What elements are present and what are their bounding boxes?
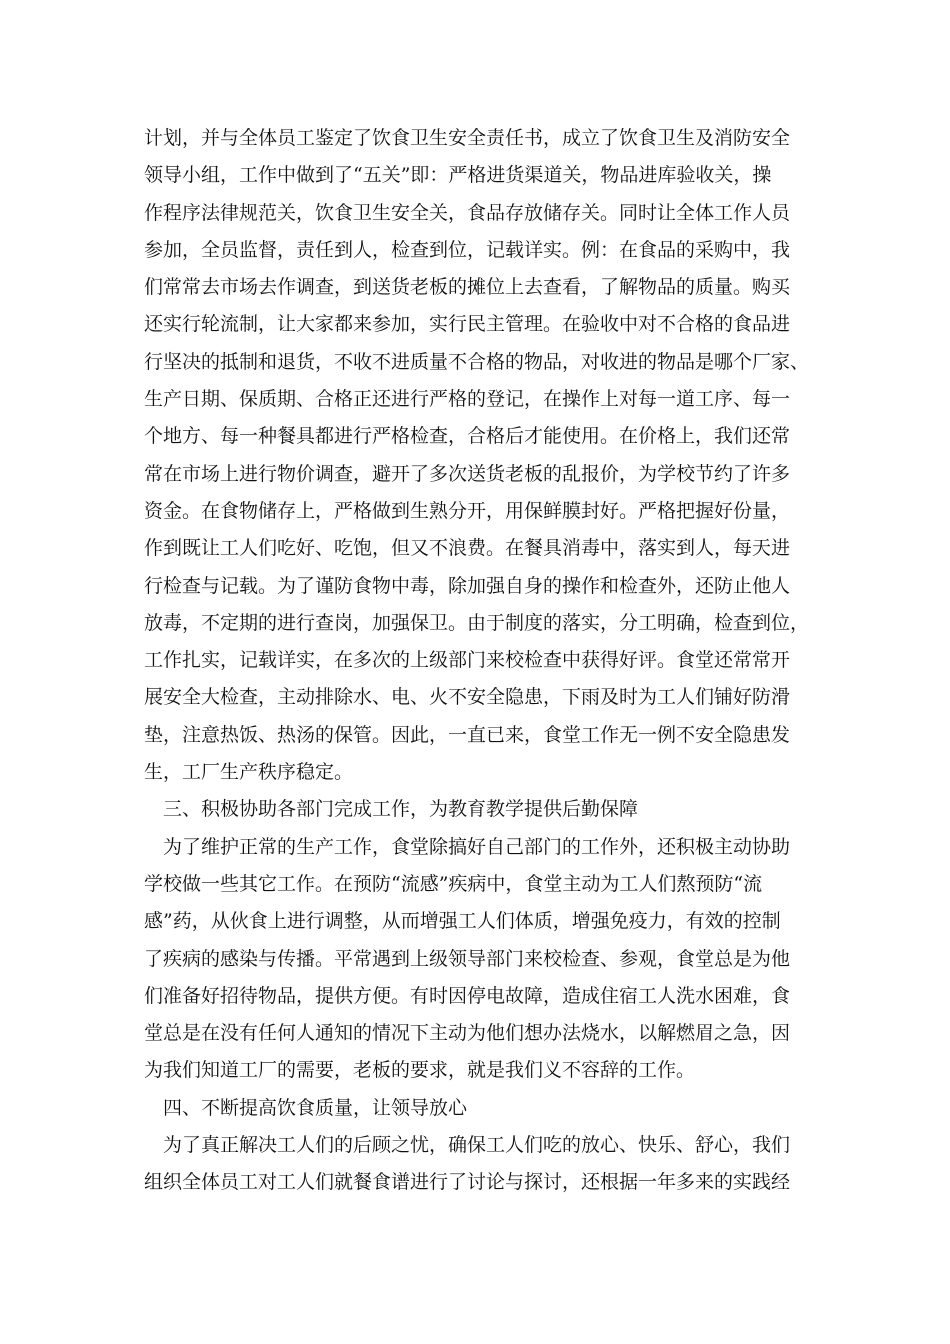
text-line: 行坚决的抵制和退货，不收不进质量不合格的物品，对收进的物品是哪个厂家、 (144, 350, 810, 373)
text-line: 生，工厂生产秩序稳定。 (144, 761, 354, 784)
document-body (144, 120, 816, 1202)
text-line: 组织全体员工对工人们就餐食谱进行了讨论与探讨，还根据一年多来的实践经 (144, 1171, 791, 1194)
text-line: 作到既让工人们吃好、吃饱，但又不浪费。在餐具消毒中，落实到人，每天进 (144, 537, 791, 560)
section-heading: 四、不断提高饮食质量，让领导放心 (163, 1096, 468, 1119)
text-line: 计划，并与全体员工鉴定了饮食卫生安全责任书，成立了饮食卫生及消防安全 (144, 127, 791, 149)
text-line: 们准备好招待物品，提供方便。有时因停电故障，造成住宿工人洗水困难，食 (144, 984, 791, 1007)
text-line: 领导小组，工作中做到了“五关”即：严格进货渠道关，物品进库验收关，操 (144, 164, 772, 187)
text-line: 还实行轮流制，让大家都来参加，实行民主管理。在验收中对不合格的食品进 (144, 313, 791, 336)
text-line: 参加，全员监督，责任到人，检查到位，记载详实。例：在食品的采购中，我 (144, 238, 791, 261)
text-line: 常在市场上进行物价调查，避开了多次送货老板的乱报价，为学校节约了许多 (144, 462, 791, 485)
section-heading: 三、积极协助各部门完成工作，为教育教学提供后勤保障 (163, 798, 639, 821)
text-line: 个地方、每一种餐具都进行严格检查，合格后才能使用。在价格上，我们还常 (144, 425, 791, 448)
text-line: 了疾病的感染与传播。平常遇到上级领导部门来校检查、参观，食堂总是为他 (144, 947, 791, 970)
paragraph-first-line: 为了维护正常的生产工作，食堂除搞好自己部门的工作外，还积极主动协助 (163, 835, 791, 858)
text-line: 堂总是在没有任何人通知的情况下主动为他们想办法烧水，以解燃眉之急，因 (144, 1022, 791, 1045)
paragraph-first-line: 为了真正解决工人们的后顾之忧，确保工人们吃的放心、快乐、舒心，我们 (163, 1134, 791, 1157)
text-line: 为我们知道工厂的需要，老板的要求，就是我们义不容辞的工作。 (144, 1059, 696, 1082)
text-line: 学校做一些其它工作。在预防“流感”疾病中，食堂主动为工人们熬预防“流 (144, 872, 763, 895)
text-line: 垫，注意热饭、热汤的保管。因此，一直已来，食堂工作无一例不安全隐患发 (144, 723, 791, 746)
text-line: 放毒，不定期的进行查岗，加强保卫。由于制度的落实，分工明确，检查到位， (144, 611, 810, 634)
text-line: 行检查与记载。为了谨防食物中毒，除加强自身的操作和检查外，还防止他人 (144, 574, 791, 597)
text-line: 工作扎实，记载详实，在多次的上级部门来校检查中获得好评。食堂还常常开 (144, 649, 791, 672)
text-line: 资金。在食物储存上，严格做到生熟分开，用保鲜膜封好。严格把握好份量， (144, 499, 791, 522)
text-line: 生产日期、保质期、合格正还进行严格的登记，在操作上对每一道工序、每一 (144, 388, 791, 411)
text-line: 感”药，从伙食上进行调整，从而增强工人们体质，增强免疫力，有效的控制 (144, 910, 781, 933)
text-line: 展安全大检查，主动排除水、电、火不安全隐患，下雨及时为工人们铺好防滑 (144, 686, 791, 709)
text-line: 作程序法律规范关，饮食卫生安全关，食品存放储存关。同时让全体工作人员 (144, 201, 791, 224)
text-line: 们常常去市场去作调查，到送货老板的摊位上去查看，了解物品的质量。购买 (144, 276, 791, 299)
